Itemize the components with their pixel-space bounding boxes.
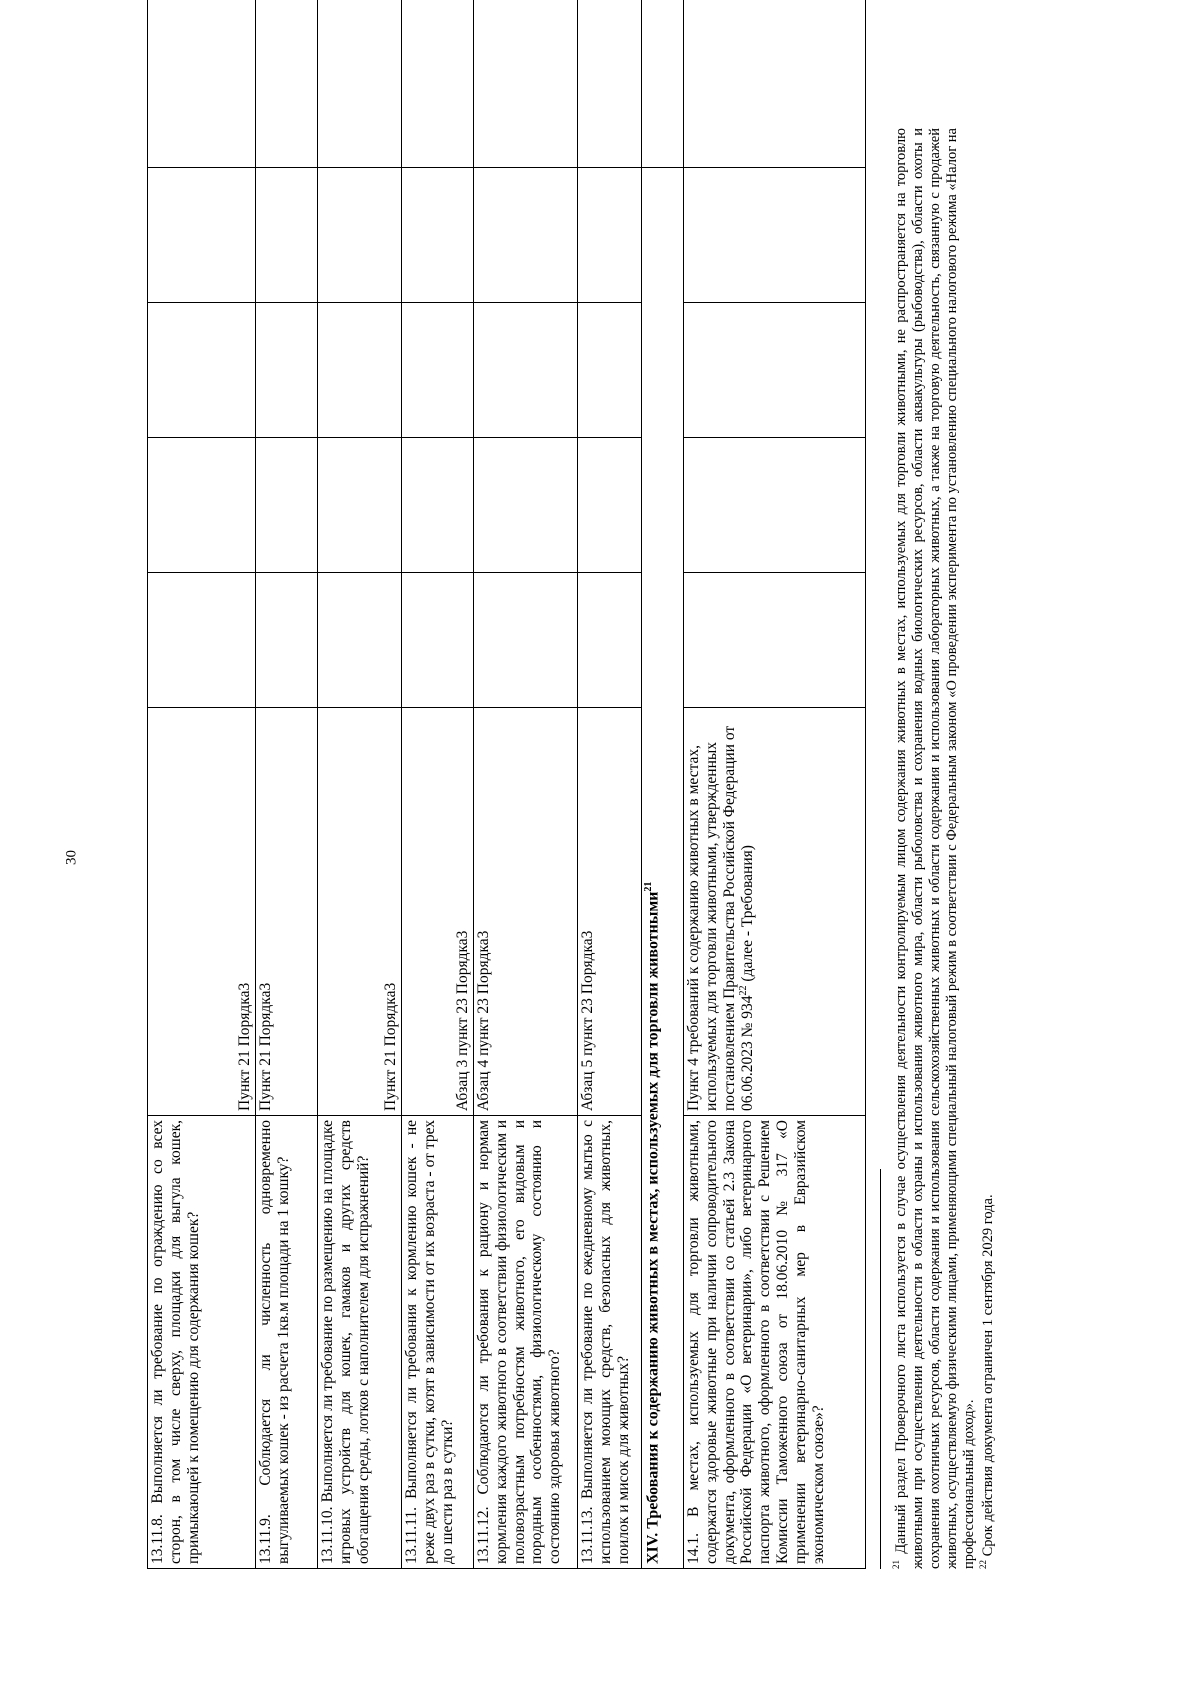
section-title: XIV. Требования к содержанию животных в местах, используемых для торговли животными	[644, 891, 662, 1564]
answer-cell	[256, 303, 318, 438]
footnote-text: Данный раздел Проверочного листа используется в случае осуществления деятельности контролируемым лицом содержания животных в местах, используемых для торговли животными, не распространяется на торговлю животными при осуществлении деятельности в области охраны и использования животного мира, области рыболовства и сохранения водных биологических ресурсов, области аквакультуры (рыбоводства), области охоты и сохранения охотничьих ресурсов, области содержания и использования сельскохозяйственных животных и области содержания и использования лабораторных животных, а также на торговую деятельность, связанную с продажей животных, осуществляемую физическими лицами, применяющими специальный налоговый режим в соответствии с Федеральным законом «О проведении эксперимента по установлению специального налогового режима «Налог на профессиональный доход».	[892, 128, 978, 1569]
question-cell: 13.11.11. Выполняется ли требования к кормлению кошек - не реже двух раз в сутки, котят в зависимости от их возраста - от трех до шести раз в сутки?	[402, 1116, 474, 1569]
note-cell	[642, 0, 684, 168]
table-row	[256, 0, 318, 1569]
answer-cell	[318, 168, 402, 303]
reference-cell: Пункт 21 Порядка3	[256, 708, 318, 1116]
reference-text: Пункт 4 требований к содержанию животных в местах, используемых для торговли животными, утвержденных постановлением Правительства Российской Федерации от 06.06.2023 № 934	[685, 725, 757, 1111]
answer-cell	[148, 438, 256, 573]
answer-cell	[684, 168, 866, 303]
answer-cell	[402, 573, 474, 708]
answer-cell	[148, 168, 256, 303]
footnote-marker: 22	[738, 985, 750, 996]
answer-cell	[474, 573, 578, 708]
table-row	[684, 0, 866, 1569]
note-cell	[578, 0, 642, 168]
footnote-mark: 22	[978, 1560, 989, 1569]
reference-cell: Пункт 21 Порядка3	[148, 708, 256, 1116]
answer-cell	[578, 438, 642, 573]
answer-cell	[578, 303, 642, 438]
question-cell: 13.11.13. Выполняется ли требование по ежедневному мытью с использованием моющих средств, безопасных для животных, поилок и мисок для животных?	[578, 1116, 642, 1569]
answer-cell	[402, 438, 474, 573]
note-cell	[474, 0, 578, 168]
question-cell: 13.11.10. Выполняется ли требование по размещению на площадке игровых устройств для кошек, гамаков и других средств обогащения среды, лотков с наполнителем для испражнений?	[318, 1116, 402, 1569]
note-cell	[402, 0, 474, 168]
answer-cell	[318, 438, 402, 573]
table-row	[578, 0, 642, 1569]
answer-cell	[402, 168, 474, 303]
answer-cell	[578, 573, 642, 708]
reference-cell	[684, 708, 866, 1116]
question-cell: 13.11.9. Соблюдается ли численность одновременно выгуливаемых кошек - из расчета 1кв.м площади на 1 кошку?	[256, 1116, 318, 1569]
answer-cell	[402, 303, 474, 438]
answer-cell	[684, 573, 866, 708]
footnote-21	[891, 128, 978, 1569]
note-cell	[148, 0, 256, 168]
reference-cell: Пункт 21 Порядка3	[318, 708, 402, 1116]
answer-cell	[578, 168, 642, 303]
answer-cell	[318, 573, 402, 708]
answer-cell	[148, 303, 256, 438]
answer-cell	[684, 438, 866, 573]
checklist-table	[147, 0, 866, 1569]
section-heading-cell	[642, 168, 684, 1569]
note-cell	[256, 0, 318, 168]
section-heading-row	[642, 0, 684, 1569]
answer-cell	[256, 438, 318, 573]
footnote-22	[978, 128, 997, 1569]
answer-cell	[256, 573, 318, 708]
answer-cell	[474, 303, 578, 438]
answer-cell	[318, 303, 402, 438]
table-row	[318, 0, 402, 1569]
table-row	[148, 0, 256, 1569]
table-row	[474, 0, 578, 1569]
landscape-page	[0, 49, 1200, 1649]
question-cell: 13.11.8. Выполняется ли требование по ограждению со всех сторон, в том числе сверху, площадки для выгула кошек, примыкающей к помещению для содержания кошек?	[148, 1116, 256, 1569]
answer-cell	[256, 168, 318, 303]
reference-suffix: (далее - Требования)	[739, 845, 757, 986]
question-cell: 14.1. В местах, используемых для торговли животными, содержатся здоровые животные при наличии сопроводительного документа, оформленного в соответствии со статьей 2.3 Закона Российской Федерации «О ветеринарии», либо ветеринарного паспорта животного, оформленного в соответствии с Решением Комиссии Таможенного союза от 18.06.2010 № 317 «О применении ветеринарно-санитарных мер в Евразийском экономическом союзе»?	[684, 1116, 866, 1569]
table-row	[402, 0, 474, 1569]
reference-cell: Абзац 5 пункт 23 Порядка3	[578, 708, 642, 1116]
note-cell	[318, 0, 402, 168]
answer-cell	[474, 168, 578, 303]
reference-cell: Абзац 4 пункт 23 Порядка3	[474, 708, 578, 1116]
answer-cell	[684, 303, 866, 438]
answer-cell	[474, 438, 578, 573]
note-cell	[684, 0, 866, 168]
page-number: 30	[63, 850, 80, 865]
answer-cell	[148, 573, 256, 708]
footnote-mark: 21	[891, 1560, 901, 1569]
footnotes	[880, 128, 997, 1569]
question-cell: 13.11.12. Соблюдаются ли требования к рациону и нормам кормления каждого животного в соответствии физиологическим и половозрастным потребностям животного, его видовым и породным особенностями, физиологическому состоянию и состоянию здоровья животного?	[474, 1116, 578, 1569]
footnote-divider	[880, 1169, 881, 1569]
reference-cell: Абзац 3 пункт 23 Порядка3	[402, 708, 474, 1116]
footnote-text: Срок действия документа ограничен 1 сентября 2029 года.	[980, 1194, 997, 1560]
footnote-marker: 21	[643, 881, 654, 892]
